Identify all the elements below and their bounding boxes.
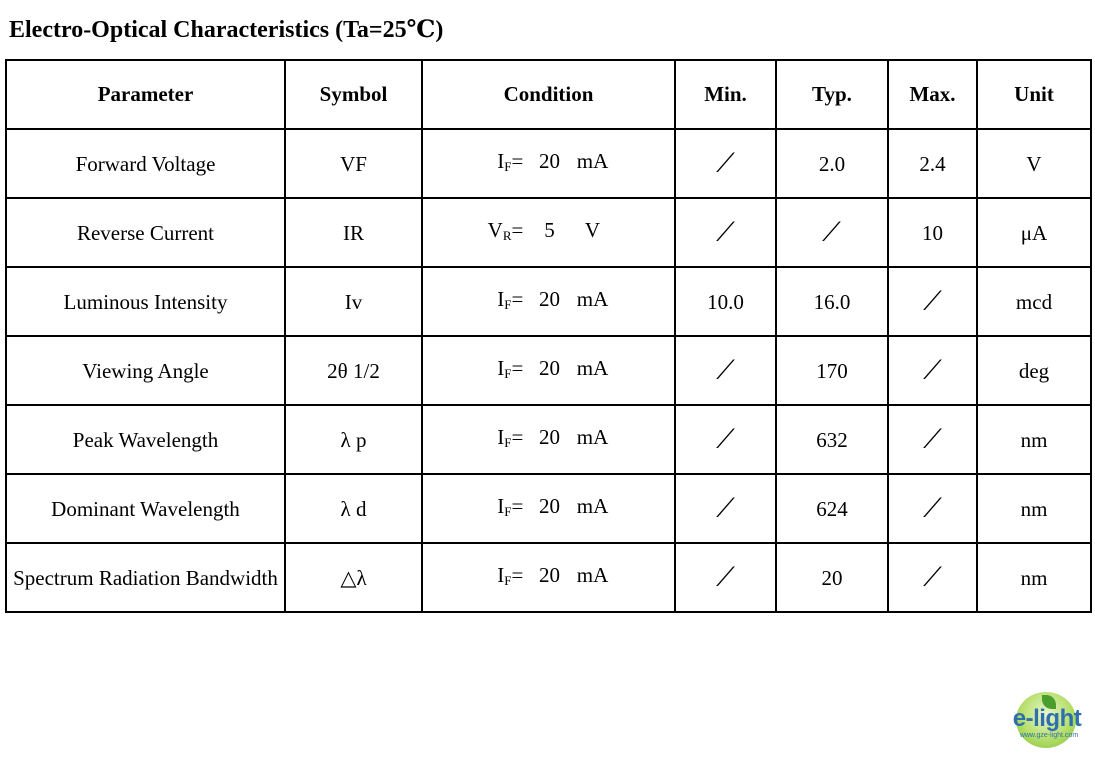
cell-min — [675, 474, 776, 543]
cell-condition — [422, 474, 675, 543]
condition-expression — [474, 492, 624, 526]
table-row — [6, 405, 1091, 474]
cell-max-text: ⁄ — [929, 559, 936, 593]
condition-symbol — [474, 354, 512, 388]
cell-symbol — [285, 336, 422, 405]
cell-max-text: ⁄ — [929, 421, 936, 455]
cell-min — [675, 336, 776, 405]
cell-unit — [977, 198, 1091, 267]
condition-subscript: F — [504, 296, 512, 312]
cell-parameter-text: Forward Voltage — [75, 151, 216, 176]
cell-typ — [776, 543, 888, 612]
condition-symbol — [474, 147, 512, 181]
cell-symbol-text: IR — [343, 220, 364, 245]
characteristics-table — [5, 59, 1092, 613]
cell-parameter — [6, 336, 285, 405]
cell-parameter-text: Reverse Current — [76, 220, 215, 245]
condition-symbol-letter: I — [497, 493, 505, 518]
cell-max — [888, 267, 977, 336]
condition-value: 20 — [539, 148, 560, 173]
cell-unit — [977, 129, 1091, 198]
cell-typ — [776, 405, 888, 474]
header-condition: Condition — [422, 60, 675, 129]
cell-condition — [422, 129, 675, 198]
cell-max — [888, 129, 977, 198]
cell-min — [675, 267, 776, 336]
cell-max-text: ⁄ — [929, 283, 936, 317]
cell-typ — [776, 336, 888, 405]
condition-unit: mA — [576, 148, 609, 173]
cell-parameter-text: Viewing Angle — [82, 358, 209, 383]
header-max: Max. — [888, 60, 977, 129]
cell-min — [675, 129, 776, 198]
page-title: Electro-Optical Characteristics (Ta=25℃) — [9, 17, 444, 43]
cell-min — [675, 405, 776, 474]
cell-symbol-text: λ d — [340, 496, 367, 521]
cell-min-text: 10.0 — [707, 289, 744, 314]
logo-url: www.gze-light.com — [1019, 732, 1079, 739]
condition-unit: mA — [576, 424, 609, 449]
condition-expression — [474, 216, 624, 250]
condition-equals: = — [511, 148, 524, 173]
cell-parameter-text: Spectrum Radiation Bandwidth — [13, 565, 278, 590]
condition-symbol-letter: I — [497, 286, 505, 311]
cell-symbol — [285, 267, 422, 336]
header-unit: Unit — [977, 60, 1091, 129]
condition-value: 20 — [539, 286, 560, 311]
table-row — [6, 336, 1091, 405]
cell-unit — [977, 336, 1091, 405]
header-parameter: Parameter — [6, 60, 285, 129]
condition-symbol — [474, 561, 512, 595]
table-row — [6, 543, 1091, 612]
table-row — [6, 267, 1091, 336]
cell-typ-text: 632 — [816, 427, 848, 452]
condition-subscript: F — [504, 572, 512, 588]
condition-expression — [474, 354, 624, 388]
condition-equals: = — [511, 355, 524, 380]
condition-value: 20 — [539, 562, 560, 587]
condition-value: 20 — [539, 424, 560, 449]
cell-symbol — [285, 405, 422, 474]
cell-max — [888, 474, 977, 543]
cell-min — [675, 198, 776, 267]
cell-unit — [977, 474, 1091, 543]
cell-symbol — [285, 474, 422, 543]
cell-min-text: ⁄ — [722, 145, 729, 179]
cell-unit-text: deg — [1018, 358, 1050, 383]
condition-expression — [474, 561, 624, 595]
table-header-row — [6, 60, 1091, 129]
cell-min-text: ⁄ — [722, 352, 729, 386]
cell-unit — [977, 405, 1091, 474]
cell-typ — [776, 198, 888, 267]
cell-unit — [977, 267, 1091, 336]
table-row — [6, 198, 1091, 267]
cell-unit-text: nm — [1020, 427, 1048, 452]
condition-unit: mA — [576, 286, 609, 311]
condition-expression — [474, 147, 624, 181]
cell-symbol-text: λ p — [340, 427, 367, 452]
cell-min-text: ⁄ — [722, 214, 729, 248]
condition-subscript: F — [504, 503, 512, 519]
cell-parameter-text: Luminous Intensity — [63, 289, 228, 314]
cell-parameter — [6, 267, 285, 336]
condition-unit: mA — [576, 493, 609, 518]
cell-max — [888, 405, 977, 474]
condition-unit: mA — [576, 355, 609, 380]
cell-parameter — [6, 129, 285, 198]
cell-symbol — [285, 543, 422, 612]
condition-subscript: F — [504, 434, 512, 450]
cell-typ-text: 170 — [816, 358, 848, 383]
condition-subscript: F — [504, 365, 512, 381]
cell-condition — [422, 198, 675, 267]
cell-parameter — [6, 474, 285, 543]
header-symbol: Symbol — [285, 60, 422, 129]
cell-parameter-text: Peak Wavelength — [72, 427, 219, 452]
cell-unit-text: mcd — [1015, 289, 1053, 314]
condition-equals: = — [511, 424, 524, 449]
cell-unit-text: V — [1026, 151, 1042, 176]
cell-typ — [776, 267, 888, 336]
table-row — [6, 474, 1091, 543]
cell-unit-text: nm — [1020, 565, 1048, 590]
logo-text: e-light — [1012, 705, 1082, 732]
table-row — [6, 129, 1091, 198]
condition-symbol — [474, 285, 512, 319]
cell-max-text: ⁄ — [929, 490, 936, 524]
cell-max — [888, 336, 977, 405]
cell-parameter-text: Dominant Wavelength — [51, 496, 240, 521]
condition-symbol-letter: I — [497, 355, 505, 380]
condition-symbol — [474, 492, 512, 526]
condition-equals: = — [511, 562, 524, 587]
condition-unit: V — [584, 217, 601, 242]
condition-expression — [474, 285, 624, 319]
cell-symbol-text: 2θ 1/2 — [327, 358, 380, 383]
cell-symbol — [285, 198, 422, 267]
condition-symbol-letter: I — [497, 562, 505, 587]
cell-symbol-text: Iv — [344, 289, 363, 314]
cell-unit — [977, 543, 1091, 612]
cell-max — [888, 543, 977, 612]
cell-condition — [422, 405, 675, 474]
condition-expression — [474, 423, 624, 457]
cell-typ-text: 624 — [816, 496, 848, 521]
cell-unit-text: nm — [1020, 496, 1048, 521]
cell-max-text: 2.4 — [919, 151, 946, 176]
cell-condition — [422, 543, 675, 612]
condition-unit: mA — [576, 562, 609, 587]
condition-value: 20 — [539, 355, 560, 380]
condition-equals: = — [511, 217, 524, 242]
condition-value: 20 — [539, 493, 560, 518]
cell-max-text: 10 — [922, 220, 943, 245]
condition-symbol — [474, 216, 512, 250]
header-min: Min. — [675, 60, 776, 129]
cell-typ — [776, 129, 888, 198]
cell-typ — [776, 474, 888, 543]
cell-symbol-text: △λ — [340, 565, 367, 590]
cell-typ-text: 20 — [821, 565, 843, 590]
cell-parameter — [6, 543, 285, 612]
cell-min-text: ⁄ — [722, 490, 729, 524]
cell-min-text: ⁄ — [722, 421, 729, 455]
cell-parameter — [6, 405, 285, 474]
condition-subscript: F — [504, 158, 512, 174]
cell-unit-text: μA — [1020, 220, 1048, 245]
cell-condition — [422, 336, 675, 405]
cell-max-text: ⁄ — [929, 352, 936, 386]
condition-symbol-letter: I — [497, 424, 505, 449]
condition-symbol-letter: V — [487, 217, 503, 242]
cell-condition — [422, 267, 675, 336]
cell-symbol — [285, 129, 422, 198]
header-typ: Typ. — [776, 60, 888, 129]
cell-typ-text: ⁄ — [828, 214, 836, 248]
cell-symbol-text: VF — [340, 151, 367, 176]
cell-typ-text: 2.0 — [818, 151, 846, 176]
condition-equals: = — [511, 493, 524, 518]
condition-equals: = — [511, 286, 524, 311]
cell-parameter — [6, 198, 285, 267]
condition-symbol-letter: I — [497, 148, 505, 173]
condition-symbol — [474, 423, 512, 457]
cell-typ-text: 16.0 — [813, 289, 851, 314]
cell-max — [888, 198, 977, 267]
e-light-logo — [1006, 692, 1088, 748]
condition-subscript: R — [502, 227, 512, 243]
cell-min — [675, 543, 776, 612]
condition-value: 5 — [544, 217, 555, 242]
cell-min-text: ⁄ — [722, 559, 729, 593]
